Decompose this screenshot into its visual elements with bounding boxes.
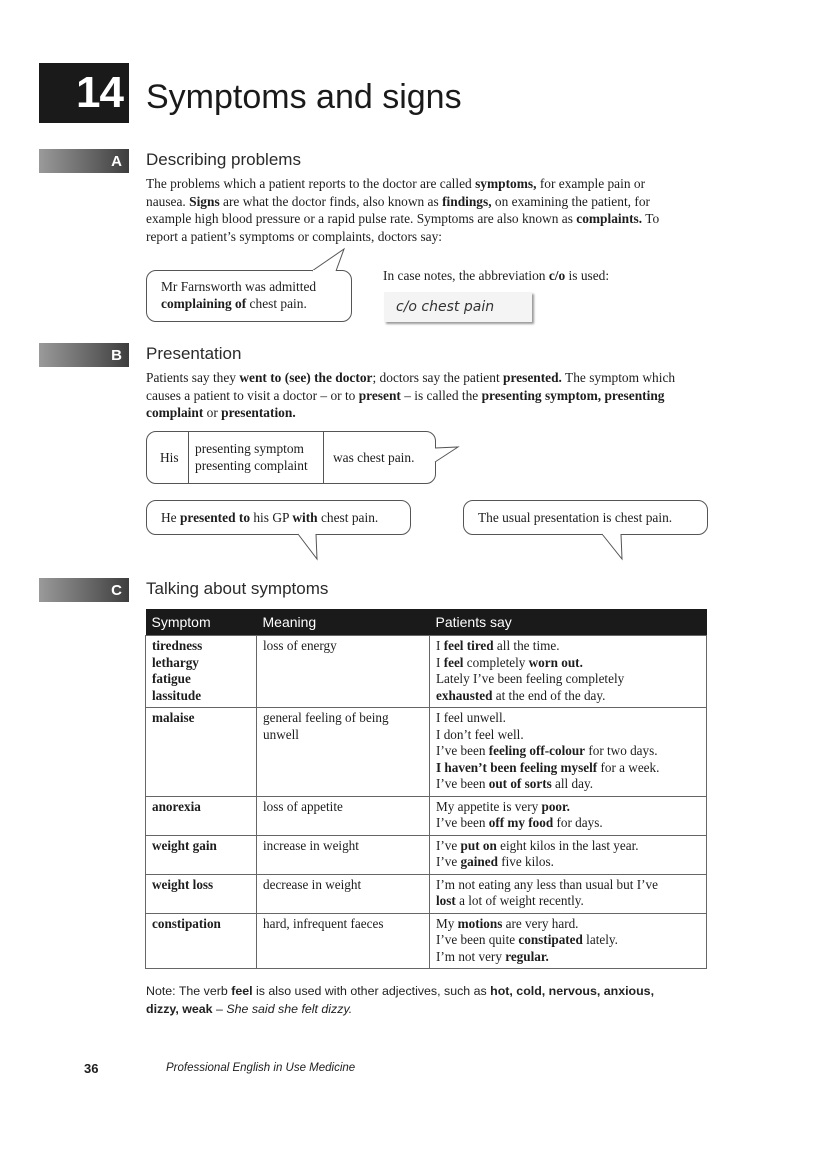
header-meaning: Meaning xyxy=(257,609,430,636)
symptom-cell: constipation xyxy=(146,913,257,969)
meaning-cell: decrease in weight xyxy=(257,874,430,913)
patients-say-cell: I’ve put on eight kilos in the last year. I’ve gained five kilos. xyxy=(430,835,707,874)
section-b-title: Presentation xyxy=(146,344,242,363)
symptom-cell: weight loss xyxy=(146,874,257,913)
symptom-cell: tiredness lethargy fatigue lassitude xyxy=(146,636,257,708)
meaning-cell: general feeling of being unwell xyxy=(257,708,430,797)
bubble-line-2: complaining of chest pain. xyxy=(161,296,307,311)
symptom-cell: malaise xyxy=(146,708,257,797)
symptom-cell: weight gain xyxy=(146,835,257,874)
bubble-option-1: presenting symptom xyxy=(195,441,304,456)
meaning-cell: loss of appetite xyxy=(257,796,430,835)
unit-title: Symptoms and signs xyxy=(146,78,462,116)
speech-bubble-presenting xyxy=(146,431,436,484)
unit-number: 14 xyxy=(39,63,129,123)
note-text: Note: The verb feel is also used with other adjectives, such as hot, cold, nervous, anxious, dizzy, weak – She said she felt dizzy. xyxy=(146,984,655,1016)
speech-bubble-complaining-of xyxy=(146,270,352,322)
section-a-marker: A xyxy=(39,149,129,173)
patients-say-cell: My appetite is very poor. I’ve been off my food for days. xyxy=(430,796,707,835)
patients-say-cell: My motions are very hard. I’ve been quite constipated lately. I’m not very regular. xyxy=(430,913,707,969)
table-row xyxy=(146,835,707,874)
table-header-row xyxy=(146,609,707,636)
case-notes-text: In case notes, the abbreviation c/o is used: xyxy=(383,268,610,283)
symptoms-table xyxy=(145,609,707,969)
bubble-tail-down-1 xyxy=(296,533,322,561)
meaning-cell: increase in weight xyxy=(257,835,430,874)
handwritten-note: c/o chest pain xyxy=(384,292,532,322)
speech-bubble-usual-presentation: The usual presentation is chest pain. xyxy=(463,500,708,535)
table-row xyxy=(146,796,707,835)
section-a-title: Describing problems xyxy=(146,150,301,169)
section-a-paragraph: The problems which a patient reports to the doctor are called symptoms, for example pain or nausea. Signs are what the doctor finds, also known as findings, on examining the patient, for example high blood pressure or a rapid pulse rate. Symptoms are also known as complaints. To report a patient’s symptoms or complaints, doctors say: xyxy=(146,176,660,244)
bubble-option-2: presenting complaint xyxy=(195,458,308,473)
bubble-tail-up xyxy=(310,247,350,273)
table-row xyxy=(146,708,707,797)
section-b-paragraph: Patients say they went to (see) the doctor; doctors say the patient presented. The symptom which causes a patient to visit a doctor – or to present – is called the presenting symptom, presenting complaint or presentation. xyxy=(146,370,676,420)
bubble-was: was chest pain. xyxy=(333,450,415,465)
section-c-marker: C xyxy=(39,578,129,602)
header-patients-say: Patients say xyxy=(430,609,707,636)
section-b-marker: B xyxy=(39,343,129,367)
meaning-cell: loss of energy xyxy=(257,636,430,708)
patients-say-cell: I feel tired all the time. I feel completely worn out. Lately I’ve been feeling completely exhausted at the end of the day. xyxy=(430,636,707,708)
patients-say-cell: I feel unwell. I don’t feel well. I’ve been feeling off-colour for two days. I haven’t been feeling myself for a week. I’ve been out of sorts all day. xyxy=(430,708,707,797)
table-row xyxy=(146,874,707,913)
speech-bubble-presented-to: He presented to his GP with chest pain. xyxy=(146,500,411,535)
symptom-cell: anorexia xyxy=(146,796,257,835)
header-symptom: Symptom xyxy=(146,609,257,636)
table-row xyxy=(146,636,707,708)
book-title: Professional English in Use Medicine xyxy=(166,1062,356,1074)
bubble-his: His xyxy=(160,450,179,465)
page-number: 36 xyxy=(84,1061,99,1076)
bubble-line-1: Mr Farnsworth was admitted xyxy=(161,279,317,294)
bubble-tail-right xyxy=(434,444,460,466)
patients-say-cell: I’m not eating any less than usual but I’ve lost a lot of weight recently. xyxy=(430,874,707,913)
table-row xyxy=(146,913,707,969)
section-c-title: Talking about symptoms xyxy=(146,579,329,598)
meaning-cell: hard, infrequent faeces xyxy=(257,913,430,969)
bubble-tail-down-2 xyxy=(600,533,626,561)
